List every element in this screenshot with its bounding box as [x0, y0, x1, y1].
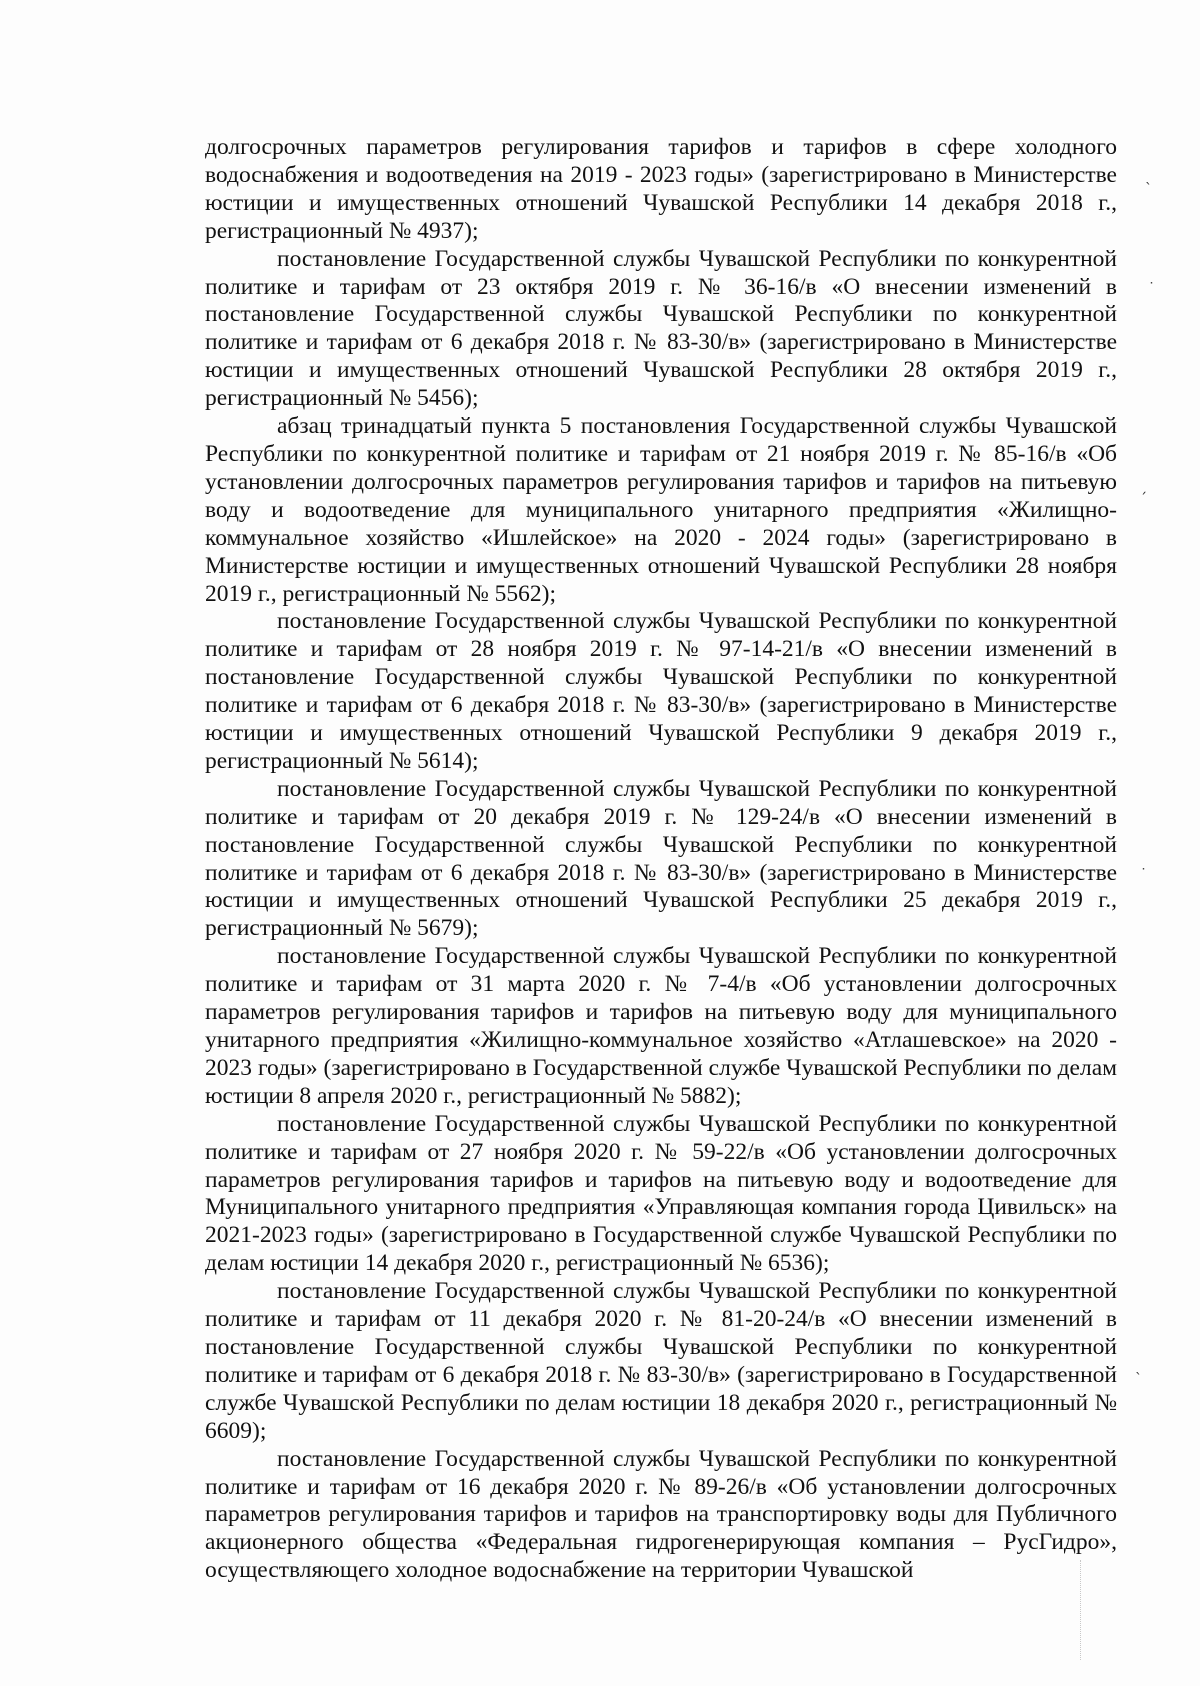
scan-speck: ˙: [1140, 867, 1147, 883]
scan-speck: ˙: [1148, 281, 1155, 297]
paragraph-resolution-129-24: постановление Государственной службы Чувашской Республики по конкурентной политике и тарифам от 20 декабря 2019 г. № 129-24/в «О внесении изменений в постановление Государственной службы Чувашской Республики по конкурентной политике и тарифам от 6 декабря 2018 г. № 83-30/в» (зарегистрировано в Министерстве юстиции и имущественных отношений Чувашской Республики 25 декабря 2019 г., регистрационный № 5679);: [205, 775, 1117, 942]
paragraph-resolution-97-14-21: постановление Государственной службы Чувашской Республики по конкурентной политике и тарифам от 28 ноября 2019 г. № 97-14-21/в «О внесении изменений в постановление Государственной службы Чувашской Республики по конкурентной политике и тарифам от 6 декабря 2018 г. № 83-30/в» (зарегистрировано в Министерстве юстиции и имущественных отношений Чувашской Республики 9 декабря 2019 г., регистрационный № 5614);: [205, 608, 1117, 774]
scan-edge-artifact: [1080, 1560, 1083, 1660]
paragraph-resolution-59-22: постановление Государственной службы Чувашской Республики по конкурентной политике и тарифам от 27 ноября 2020 г. № 59-22/в «Об установлении долгосрочных параметров регулирования тарифов и тарифов на питьевую воду и водоотведение для Муниципального унитарного предприятия «Управляющая компания города Цивильск» на 2021-2023 годы» (зарегистрировано в Государственной службе Чувашской Республики по делам юстиции 14 декабря 2020 г., регистрационный № 6536);: [205, 1110, 1117, 1277]
scan-speck: ˏ: [1140, 479, 1147, 495]
paragraph-resolution-81-20-24: постановление Государственной службы Чувашской Республики по конкурентной политике и тарифам от 11 декабря 2020 г. № 81-20-24/в «О внесении изменений в постановление Государственной службы Чувашской Республики по конкурентной политике и тарифам от 6 декабря 2018 г. № 83-30/в» (зарегистрировано в Государственной службе Чувашской Республики по делам юстиции 18 декабря 2020 г., регистрационный № 6609);: [205, 1278, 1117, 1444]
paragraph-resolution-85-16: абзац тринадцатый пункта 5 постановления Государственной службы Чувашской Республики по конкурентной политике и тарифам от 21 ноября 2019 г. № 85-16/в «Об установлении долгосрочных параметров регулирования тарифов и тарифов на питьевую воду и водоотведение для муниципального унитарного предприятия «Жилищно-коммунальное хозяйство «Ишлейское» на 2020 - 2024 годы» (зарегистрировано в Министерстве юстиции и имущественных отношений Чувашской Республики 28 ноября 2019 г., регистрационный № 5562);: [205, 413, 1117, 607]
document-body: [205, 134, 1117, 1585]
paragraph-continuation: долгосрочных параметров регулирования тарифов и тарифов в сфере холодного водоснабжения и водоотведения на 2019 - 2023 годы» (зарегистрировано в Министерстве юстиции и имущественных отношений Чувашской Республики 14 декабря 2018 г., регистрационный № 4937);: [205, 134, 1117, 244]
paragraph-resolution-36-16: постановление Государственной службы Чувашской Республики по конкурентной политике и тарифам от 23 октября 2019 г. № 36-16/в «О внесении изменений в постановление Государственной службы Чувашской Республики по конкурентной политике и тарифам от 6 декабря 2018 г. № 83-30/в» (зарегистрировано в Министерстве юстиции и имущественных отношений Чувашской Республики 28 октября 2019 г., регистрационный № 5456);: [205, 245, 1117, 412]
scan-speck: ˎ: [1145, 169, 1152, 185]
paragraph-resolution-89-26: постановление Государственной службы Чувашской Республики по конкурентной политике и тарифам от 16 декабря 2020 г. № 89-26/в «Об установлении долгосрочных параметров регулирования тарифов и тарифов на транспортировку воды для Публичного акционерного общества «Федеральная гидрогенерирующая компания – РусГидро», осуществляющего холодное водоснабжение на территории Чувашской: [205, 1445, 1117, 1584]
paragraph-resolution-7-4: постановление Государственной службы Чувашской Республики по конкурентной политике и тарифам от 31 марта 2020 г. № 7-4/в «Об установлении долгосрочных параметров регулирования тарифов и тарифов на питьевую воду для муниципального унитарного предприятия «Жилищно-коммунальное хозяйство «Атлашевское» на 2020 - 2023 годы» (зарегистрировано в Государственной службе Чувашской Республики по делам юстиции 8 апреля 2020 г., регистрационный № 5882);: [205, 943, 1117, 1109]
scan-speck: ˎ: [1135, 1359, 1142, 1375]
